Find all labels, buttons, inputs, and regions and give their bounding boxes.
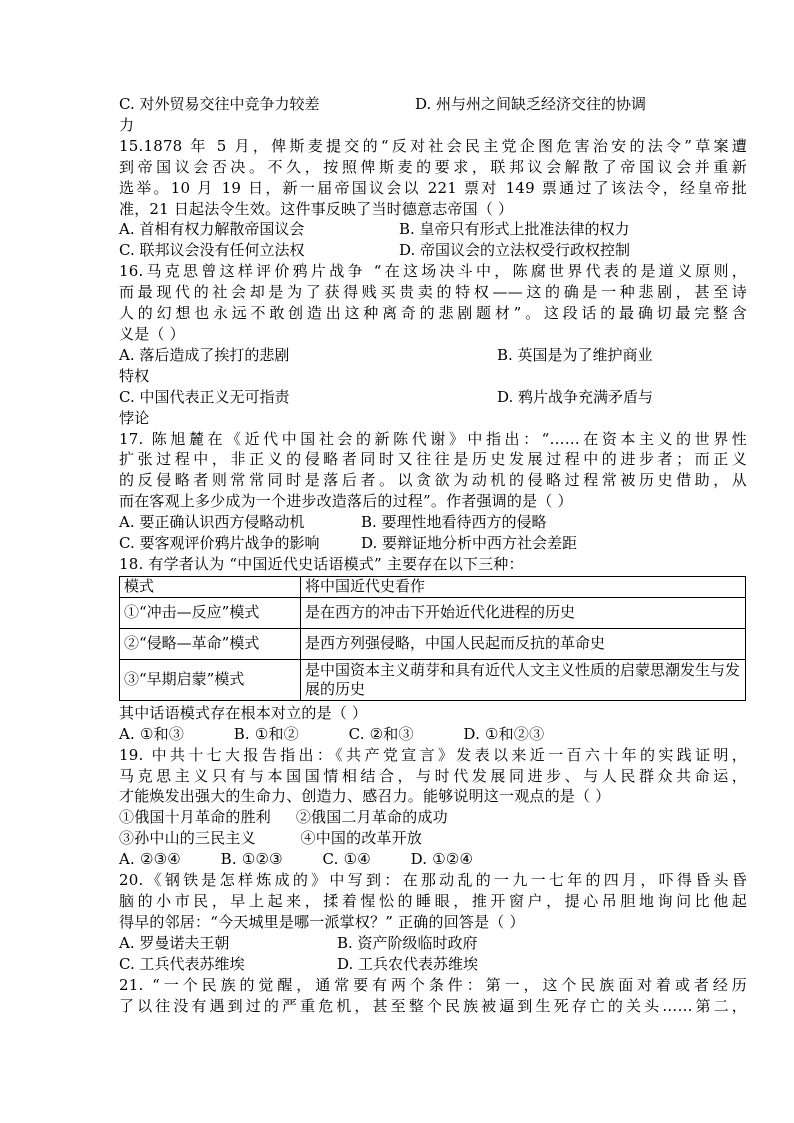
q21-stem-line: 了以往没有遇到过的严重危机，甚至整个民族被逼到生死存亡的关头……第二， bbox=[119, 996, 747, 1015]
question-18 bbox=[119, 554, 747, 745]
q18-stem: 18. 有学者认为 “中国近代史话语模式” 主要存在以下三种： bbox=[119, 554, 524, 573]
q16-options-row bbox=[119, 345, 747, 366]
table-row bbox=[120, 628, 746, 659]
q16-option-b-wrap: 特权 bbox=[119, 366, 150, 385]
q17-stem-line: 17. 陈旭麓在《近代中国社会的新陈代谢》中指出：“……在资本主义的世界性 bbox=[119, 429, 747, 448]
table-cell: 是中国资本主义萌芽和具有近代人文主义性质的启蒙思潮发生与发展的历史 bbox=[301, 659, 746, 700]
q15-stem-line: 到帝国议会否决。不久，按照俾斯麦的要求，联邦议会解散了帝国议会并重新 bbox=[119, 157, 747, 176]
q15-options-row bbox=[119, 240, 747, 261]
q20-stem-line: 20.《钢铁是怎样炼成的》中写到：在那动乱的一九一七年的四月，吓得昏头昏 bbox=[119, 871, 747, 890]
q17-option-c: C. 要客观评价鸦片战争的影响 bbox=[119, 534, 320, 553]
q20-option-d: D. 工兵农代表苏维埃 bbox=[337, 954, 479, 973]
table-header-row bbox=[120, 576, 746, 597]
q19-options: A. ②③④ B. ①②③ C. ①④ D. ①②④ bbox=[119, 850, 474, 869]
q17-option-b: B. 要理性地看待西方的侵略 bbox=[361, 513, 547, 532]
q19-items: ③孙中山的三民主义 ④中国的改革开放 bbox=[119, 829, 423, 848]
q17-stem-line: 而在客观上多少成为一个进步改造落后的过程”。作者强调的是（ ） bbox=[119, 492, 573, 511]
q19-stem-line: 马克思主义只有与本国国情相结合，与时代发展同进步、与人民群众共命运， bbox=[119, 766, 747, 785]
question-17 bbox=[119, 429, 747, 554]
q15-option-d: D. 帝国议会的立法权受行政权控制 bbox=[399, 241, 631, 260]
q17-stem-line: 的反侵略者则常常同时是落后者。以贪欲为动机的侵略过程常被历史借助，从 bbox=[119, 471, 747, 490]
q16-stem-line: 义是（ ） bbox=[119, 324, 185, 343]
q15-option-c: C. 联邦议会没有任何立法权 bbox=[119, 241, 305, 260]
q16-option-d: D. 鸦片战争充满矛盾与 bbox=[497, 387, 654, 406]
q16-stem-line: 而最现代的社会却是为了获得贱买贵卖的特权——这的确是一种悲剧，甚至诗 bbox=[119, 283, 747, 302]
q16-option-b: B. 英国是为了维护商业 bbox=[497, 345, 653, 364]
question-21 bbox=[119, 975, 747, 1017]
q15-option-b: B. 皇帝只有形式上批准法律的权力 bbox=[399, 220, 630, 239]
table-row bbox=[120, 659, 746, 700]
q18-question: 其中话语模式存在根本对立的是（ ） bbox=[119, 703, 368, 722]
q15-stem-line: 选举。10 月 19 日，新一届帝国议会以 221 票对 149 票通过了该法令，经皇帝批 bbox=[119, 178, 747, 197]
q19-stem-line: 才能焕发出强大的生命力、创造力、感召力。能够说明这一观点的是（ ） bbox=[119, 787, 611, 806]
q19-stem-line: 19. 中共十七大报告指出：《共产党宣言》发表以来近一百六十年的实践证明， bbox=[119, 745, 747, 764]
table-cell: ②“侵略—革命”模式 bbox=[120, 628, 301, 659]
q15-option-a: A. 首相有权力解散帝国议会 bbox=[119, 220, 305, 239]
q20-option-c: C. 工兵代表苏维埃 bbox=[119, 954, 245, 973]
q14-option-d-wrap: 力 bbox=[119, 115, 135, 134]
q15-options-row bbox=[119, 219, 747, 240]
table-header-cell: 将中国近代史看作 bbox=[301, 576, 746, 597]
q17-options-row bbox=[119, 533, 747, 554]
q15-stem-line: 15.1878 年 5 月，俾斯麦提交的“反对社会民主党企图危害治安的法令”草案遭 bbox=[119, 136, 747, 155]
q17-stem-line: 扩张过程中，非正义的侵略者同时又往往是历史发展过程中的进步者；而正义 bbox=[119, 450, 747, 469]
q17-option-d: D. 要辩证地分析中西方社会差距 bbox=[361, 534, 578, 553]
question-15 bbox=[119, 136, 747, 261]
q20-option-b: B. 资产阶级临时政府 bbox=[337, 933, 478, 952]
q14-options-row bbox=[119, 94, 747, 115]
exam-page bbox=[119, 92, 747, 1016]
q16-stem-line: 人的幻想也永远不敢创造出这种离奇的悲剧题材”。这段话的最确切最完整含 bbox=[119, 304, 747, 323]
q20-stem-line: 脑的小市民，早上起来，揉着惺忪的睡眼，推开窗户，提心吊胆地询问比他起 bbox=[119, 892, 747, 910]
q16-stem-line: 16.马克思曾这样评价鸦片战争 “在这场决斗中，陈腐世界代表的是道义原则， bbox=[119, 262, 747, 281]
q14-option-c: C. 对外贸易交往中竞争力较差 bbox=[119, 95, 320, 113]
question-16 bbox=[119, 261, 747, 428]
q20-options-row bbox=[119, 954, 747, 975]
table-header-cell: 模式 bbox=[120, 576, 301, 597]
table-row bbox=[120, 597, 746, 628]
q19-items: ①俄国十月革命的胜利 ②俄国二月革命的成功 bbox=[119, 808, 448, 827]
question-19 bbox=[119, 745, 747, 870]
table-cell: ③“早期启蒙”模式 bbox=[120, 659, 301, 700]
q17-options-row bbox=[119, 512, 747, 533]
q17-option-a: A. 要正确认识西方侵略动机 bbox=[119, 513, 305, 532]
question-20 bbox=[119, 870, 747, 975]
q20-option-a: A. 罗曼诺夫王朝 bbox=[119, 933, 230, 952]
q21-stem-line: 21. “一个民族的觉醒，通常要有两个条件：第一，这个民族面对着或者经历 bbox=[119, 975, 747, 994]
q16-option-a: A. 落后造成了挨打的悲剧 bbox=[119, 345, 290, 364]
q16-options-row bbox=[119, 387, 747, 408]
table-cell: 是在西方的冲击下开始近代化进程的历史 bbox=[301, 597, 746, 628]
q18-options: A. ①和③ B. ①和② C. ②和③ D. ①和②③ bbox=[119, 724, 545, 743]
discourse-mode-table bbox=[119, 576, 746, 701]
table-cell: 是西方列强侵略，中国人民起而反抗的革命史 bbox=[301, 628, 746, 659]
table-cell: ①“冲击—反应”模式 bbox=[120, 597, 301, 628]
q16-option-c: C. 中国代表正义无可指责 bbox=[119, 387, 290, 406]
q20-stem-line: 得早的邻居：“今天城里是哪一派掌权？” 正确的回答是（ ） bbox=[119, 912, 525, 931]
q14-option-d: D. 州与州之间缺乏经济交往的协调 bbox=[415, 95, 647, 113]
q20-options-row bbox=[119, 933, 747, 954]
q15-stem-line: 准，21 日起法令生效。这件事反映了当时德意志帝国（ ） bbox=[119, 199, 514, 218]
q16-option-d-wrap: 悖论 bbox=[119, 408, 150, 427]
